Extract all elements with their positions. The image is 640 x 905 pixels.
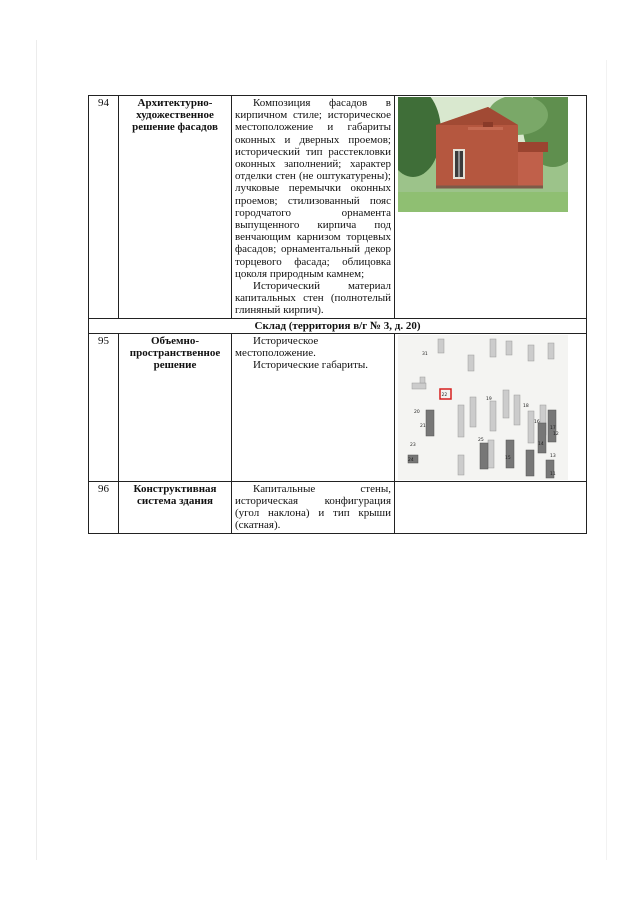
feature-description: [232, 96, 395, 319]
map-label: 14: [538, 441, 544, 447]
row-number: 94: [89, 96, 119, 319]
table-row: [89, 96, 587, 319]
photo-cell: [395, 96, 587, 319]
description-paragraph: Исторический материал капитальных стен (полнотелый глиняный кирпич).: [235, 280, 391, 317]
row-number: 95: [89, 333, 119, 481]
row-number: 96: [89, 481, 119, 533]
map-label: 17: [550, 425, 556, 431]
map-label: 25: [478, 437, 484, 443]
description-paragraph: Исторические габариты.: [253, 359, 369, 372]
description-paragraph: Композиция фасадов в кирпичном стиле; историческое местоположение и габариты оконных и дверных проемов; исторический тип расстекловки оконных заполнений; характер отделки стен (не оштукатурены); лучковые перемычки оконных проемов; стилизованный пояс городчатого орнамента выпущенного кирпича под венчающим карнизом торцевых фасадов; орнаментальный декор торцевого фасада; облицовка цоколя природным камнем;: [235, 97, 391, 280]
map-label: 21: [420, 423, 426, 429]
map-label: 19: [486, 396, 492, 402]
map-cell: [395, 333, 587, 481]
scan-edge-left: [36, 40, 37, 860]
scan-edge-right: [606, 60, 607, 860]
site-plan-map: [398, 335, 568, 480]
feature-name: Архитектурно-художественное решение фасадов: [119, 96, 232, 319]
feature-name: Объемно-пространственное решение: [119, 333, 232, 481]
feature-description: [232, 333, 395, 481]
map-label: 23: [410, 442, 416, 448]
feature-name: Конструктивная система здания: [119, 481, 232, 533]
map-label: 16: [534, 419, 540, 425]
table-row: [89, 481, 587, 533]
building-photo: [398, 97, 568, 212]
map-label: 31: [422, 351, 428, 357]
map-label: 22: [441, 392, 448, 398]
section-row: [89, 318, 587, 333]
protected-features-table: [88, 95, 587, 534]
table-row: [89, 333, 587, 481]
description-paragraph: Историческое местоположение.: [235, 334, 319, 360]
map-label: 18: [523, 403, 529, 409]
feature-description: [232, 481, 395, 533]
map-label: 12: [553, 431, 559, 437]
description-paragraph: Капитальные стены, историческая конфигурация (угол наклона) и тип крыши (скатная).: [235, 482, 391, 532]
map-label: 11: [550, 471, 556, 477]
map-label: 24: [408, 457, 414, 463]
section-title: Склад (территория в/г № 3, д. 20): [89, 318, 587, 333]
empty-image-cell: [395, 481, 587, 533]
map-label: 20: [414, 409, 420, 415]
map-label: 13: [550, 453, 556, 459]
map-label: 15: [505, 455, 511, 461]
